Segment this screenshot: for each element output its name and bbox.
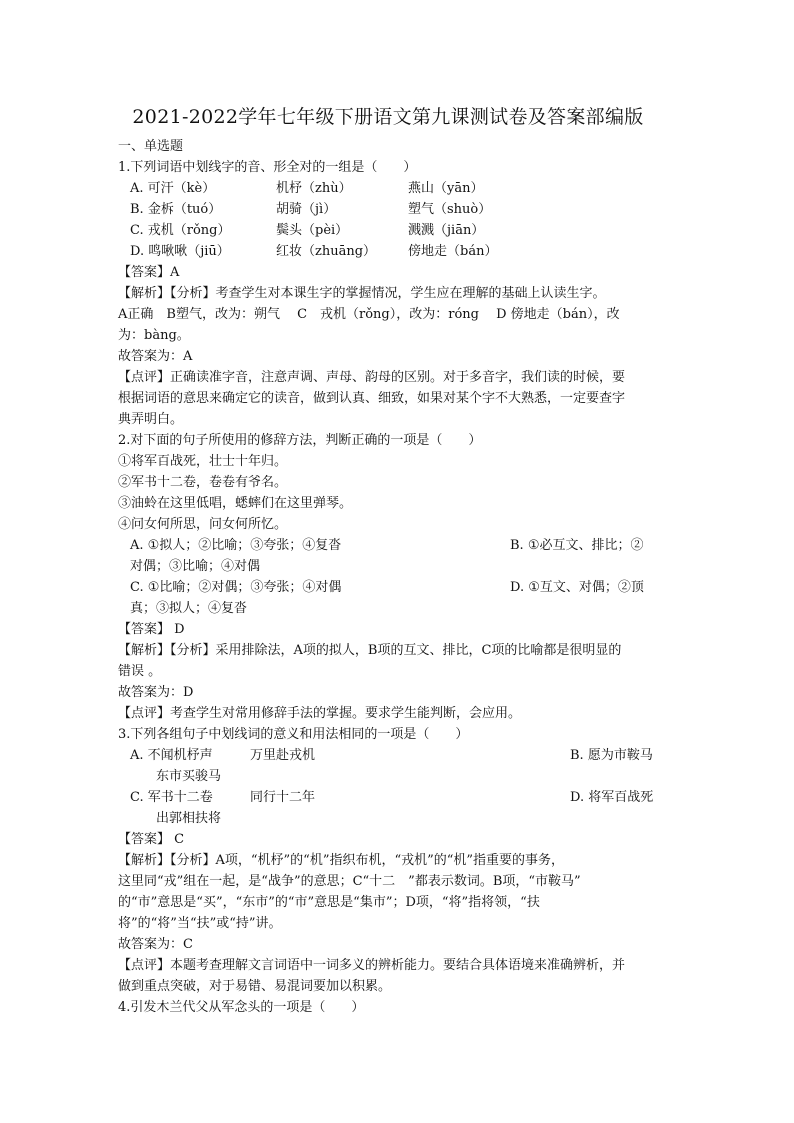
q1-option-row <box>118 178 678 199</box>
q4-stem: 4.引发木兰代父从军念头的一项是（ ） <box>118 1000 365 1015</box>
q3-option-b-cont: 东市买骏马 <box>156 769 222 784</box>
q1-option-d-1: D. 鸣啾啾（jiū） <box>130 244 230 259</box>
document-page <box>118 104 678 1018</box>
q1-option-c-3: 溅溅（jiān） <box>408 223 485 238</box>
q3-answer: 【答案】 C <box>118 832 185 847</box>
q3-option-c <box>130 787 315 808</box>
q1-option-b-3: 塑气（shuò） <box>408 202 492 217</box>
q3-analysis: 【解析】【分析】A项，“机杼”的“机”指织布机，“戎机”的“机”指重要的事务， <box>118 853 565 868</box>
q1-option-c-1: C. 戎机（rǒng） <box>130 223 231 238</box>
q1-option-a-1: A. 可汗（kè） <box>130 181 216 196</box>
section-heading: 一、单选题 <box>118 139 184 154</box>
q3-option-c-1: C. 军书十二卷 <box>130 790 213 805</box>
q2-sentence: ②军书十二卷，卷卷有爷名。 <box>118 475 288 490</box>
q1-option-a-2: 机杼（zhù） <box>276 181 352 196</box>
q1-comment: 典弄明白。 <box>118 412 184 427</box>
q2-option-row <box>118 577 678 598</box>
q2-sentence: ③油蛉在这里低唱，蟋蟀们在这里弹琴。 <box>118 496 353 511</box>
q1-analysis: 为：bàng。 <box>118 328 190 343</box>
q3-option-c-2: 同行十二年 <box>250 790 316 805</box>
q3-option-d: D. 将军百战死 <box>570 790 654 805</box>
q3-final-answer: 故答案为：C <box>118 937 193 952</box>
q1-comment: 【点评】正确读准字音，注意声调、声母、韵母的区别。对于多音字，我们读的时候，要 <box>118 370 626 385</box>
q3-option-a-2: 万里赴戎机 <box>250 748 316 763</box>
q3-stem: 3.下列各组句子中划线词的意义和用法相同的一项是（ ） <box>118 727 469 742</box>
q3-option-a-1: A. 不闻机杼声 <box>130 748 213 763</box>
q3-option-row <box>118 745 678 766</box>
q1-answer: 【答案】A <box>118 265 180 280</box>
q1-stem: 1.下列词语中划线字的音、形全对的一组是（ ） <box>118 160 417 175</box>
q2-option-d-cont: 真；③拟人；④复沓 <box>130 601 248 616</box>
q2-final-answer: 故答案为：D <box>118 685 194 700</box>
q1-option-b-2: 胡骑（jì） <box>276 202 337 217</box>
q3-comment: 做到重点突破，对于易错、易混词要加以积累。 <box>118 979 392 994</box>
q2-option-d: D. ①互文、对偶；②顶 <box>510 580 644 595</box>
q2-option-row <box>118 535 678 556</box>
q1-analysis: A正确 B塑气，改为：朔气 C 戎机（rǒng），改为：róng D 傍地走（bán），改 <box>118 307 620 322</box>
q2-option-b: B. ①必互文、排比；② <box>510 538 644 553</box>
q1-final-answer: 故答案为：A <box>118 349 193 364</box>
q1-option-row <box>118 199 678 220</box>
q1-analysis: 【解析】【分析】考查学生对本课生字的掌握情况，学生应在理解的基础上认读生字。 <box>118 286 606 301</box>
q2-option-c: C. ①比喻；②对偶；③夸张；④对偶 <box>130 580 342 595</box>
q1-option-c-2: 鬓头（pèi） <box>276 223 349 238</box>
q1-option-row <box>118 241 678 262</box>
q3-comment: 【点评】本题考查理解文言词语中一词多义的辨析能力。要结合具体语境来准确辨析，并 <box>118 958 626 973</box>
q1-option-row <box>118 220 678 241</box>
q1-option-d-3: 傍地走（bán） <box>408 244 498 259</box>
q3-option-d-cont: 出郭相扶将 <box>156 811 222 826</box>
q3-analysis: 这里同“戎”组在一起，是“战争”的意思；C“十二 ”都表示数词。B项，“市鞍马” <box>118 874 581 889</box>
q2-stem: 2.对下面的句子所使用的修辞方法，判断正确的一项是（ ） <box>118 433 482 448</box>
q1-option-a-3: 燕山（yān） <box>408 181 484 196</box>
q2-option-a: A. ①拟人；②比喻；③夸张；④复沓 <box>130 538 342 553</box>
q3-option-row <box>118 787 678 808</box>
q2-sentence: ④问女何所思，问女何所忆。 <box>118 517 288 532</box>
q2-comment: 【点评】考查学生对常用修辞手法的掌握。要求学生能判断，会应用。 <box>118 706 522 721</box>
q1-comment: 根据词语的意思来确定它的读音，做到认真、细致，如果对某个字不大熟悉，一定要查字 <box>118 391 626 406</box>
q2-sentence: ①将军百战死，壮士十年归。 <box>118 454 288 469</box>
q1-option-d-2: 红妆（zhuāng） <box>276 244 377 259</box>
q2-answer: 【答案】 D <box>118 622 185 637</box>
q2-analysis: 【解析】【分析】采用排除法，A项的拟人，B项的互文、排比，C项的比喻都是很明显的 <box>118 643 622 658</box>
q3-analysis: 的“市”意思是“买”，“东市”的“市”意思是“集市”；D项，“将”指将领，“扶 <box>118 895 540 910</box>
q2-option-b-cont: 对偶；③比喻；④对偶 <box>130 559 261 574</box>
q2-analysis: 错误 。 <box>118 664 162 679</box>
q3-analysis: 将”的“将”当“扶”或“持”讲。 <box>118 916 282 931</box>
q3-option-b: B. 愿为市鞍马 <box>570 748 653 763</box>
q3-option-a <box>130 745 315 766</box>
q1-option-b-1: B. 金柝（tuó） <box>130 202 222 217</box>
page-title: 2021-2022学年七年级下册语文第九课测试卷及答案部编版 <box>132 106 644 128</box>
